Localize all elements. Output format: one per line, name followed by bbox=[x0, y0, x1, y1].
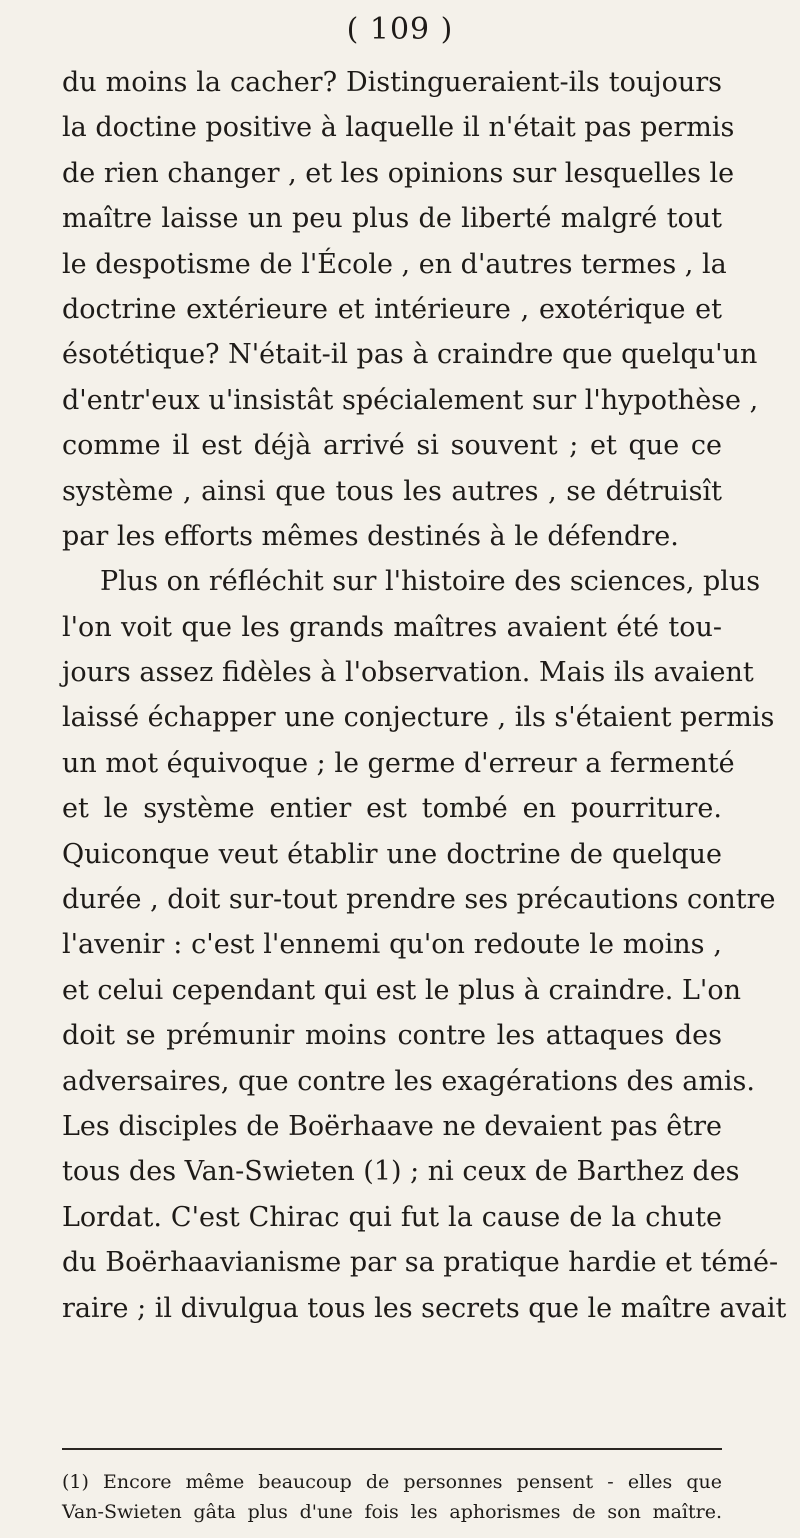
paragraph-end-line: par les efforts mêmes destinés à le défendre. bbox=[62, 520, 679, 552]
text-line: maître laisse un peu plus de liberté malgré tout bbox=[62, 203, 722, 235]
footnote-divider bbox=[62, 1448, 722, 1450]
text-line: durée , doit sur-tout prendre ses précautions contre bbox=[62, 884, 776, 916]
text-line: un mot équivoque ; le germe d'erreur a fermenté bbox=[62, 747, 735, 779]
footnote bbox=[62, 1467, 722, 1527]
text-line: doctrine extérieure et intérieure , exotérique et bbox=[62, 293, 722, 325]
text-line: du Boërhaavianisme par sa pratique hardie et témé- bbox=[62, 1247, 779, 1279]
text-line: ésotétique? N'était-il pas à craindre que quelqu'un bbox=[62, 339, 758, 371]
paragraph-start-line: Plus on réfléchit sur l'histoire des sciences, plus bbox=[100, 566, 761, 598]
text-line: l'avenir : c'est l'ennemi qu'on redoute le moins , bbox=[62, 929, 722, 961]
text-line: et le système entier est tombé en pourriture. bbox=[62, 793, 722, 825]
text-line: Les disciples de Boërhaave ne devaient pas être bbox=[62, 1110, 722, 1142]
text-line: et celui cependant qui est le plus à craindre. L'on bbox=[62, 974, 741, 1006]
text-line: système , ainsi que tous les autres , se détruisît bbox=[62, 475, 722, 507]
text-line: d'entr'eux u'insistât spécialement sur l'hypothèse , bbox=[62, 384, 759, 416]
text-line: du moins la cacher? Distingueraient-ils toujours bbox=[62, 67, 722, 98]
text-line: tous des Van-Swieten (1) ; ni ceux de Barthez des bbox=[62, 1156, 740, 1188]
text-line: comme il est déjà arrivé si souvent ; et que ce bbox=[62, 430, 722, 462]
text-line: Lordat. C'est Chirac qui fut la cause de la chute bbox=[62, 1201, 722, 1233]
text-line: la doctine positive à laquelle il n'était pas permis bbox=[62, 112, 735, 144]
footnote-line: (1) Encore même beaucoup de personnes pensent - elles que bbox=[62, 1471, 722, 1493]
text-line: doit se prémunir moins contre les attaques des bbox=[62, 1020, 722, 1052]
text-line: adversaires, que contre les exagérations des amis. bbox=[62, 1065, 755, 1097]
text-line: de rien changer , et les opinions sur lesquelles le bbox=[62, 157, 735, 189]
body-text bbox=[62, 60, 787, 1331]
footnote-line: Van-Swieten gâta plus d'une fois les aphorismes de son maître. bbox=[62, 1501, 722, 1523]
page-number: ( 109 ) bbox=[346, 12, 454, 47]
text-line: raire ; il divulgua tous les secrets que le maître avait bbox=[62, 1292, 787, 1324]
text-line: jours assez fidèles à l'observation. Mais ils avaient bbox=[62, 657, 754, 689]
text-line: l'on voit que les grands maîtres avaient été tou- bbox=[62, 611, 722, 643]
text-line: le despotisme de l'École , en d'autres termes , la bbox=[62, 248, 727, 280]
text-line: laissé échapper une conjecture , ils s'étaient permis bbox=[62, 702, 775, 734]
text-line: Quiconque veut établir une doctrine de quelque bbox=[62, 838, 722, 870]
